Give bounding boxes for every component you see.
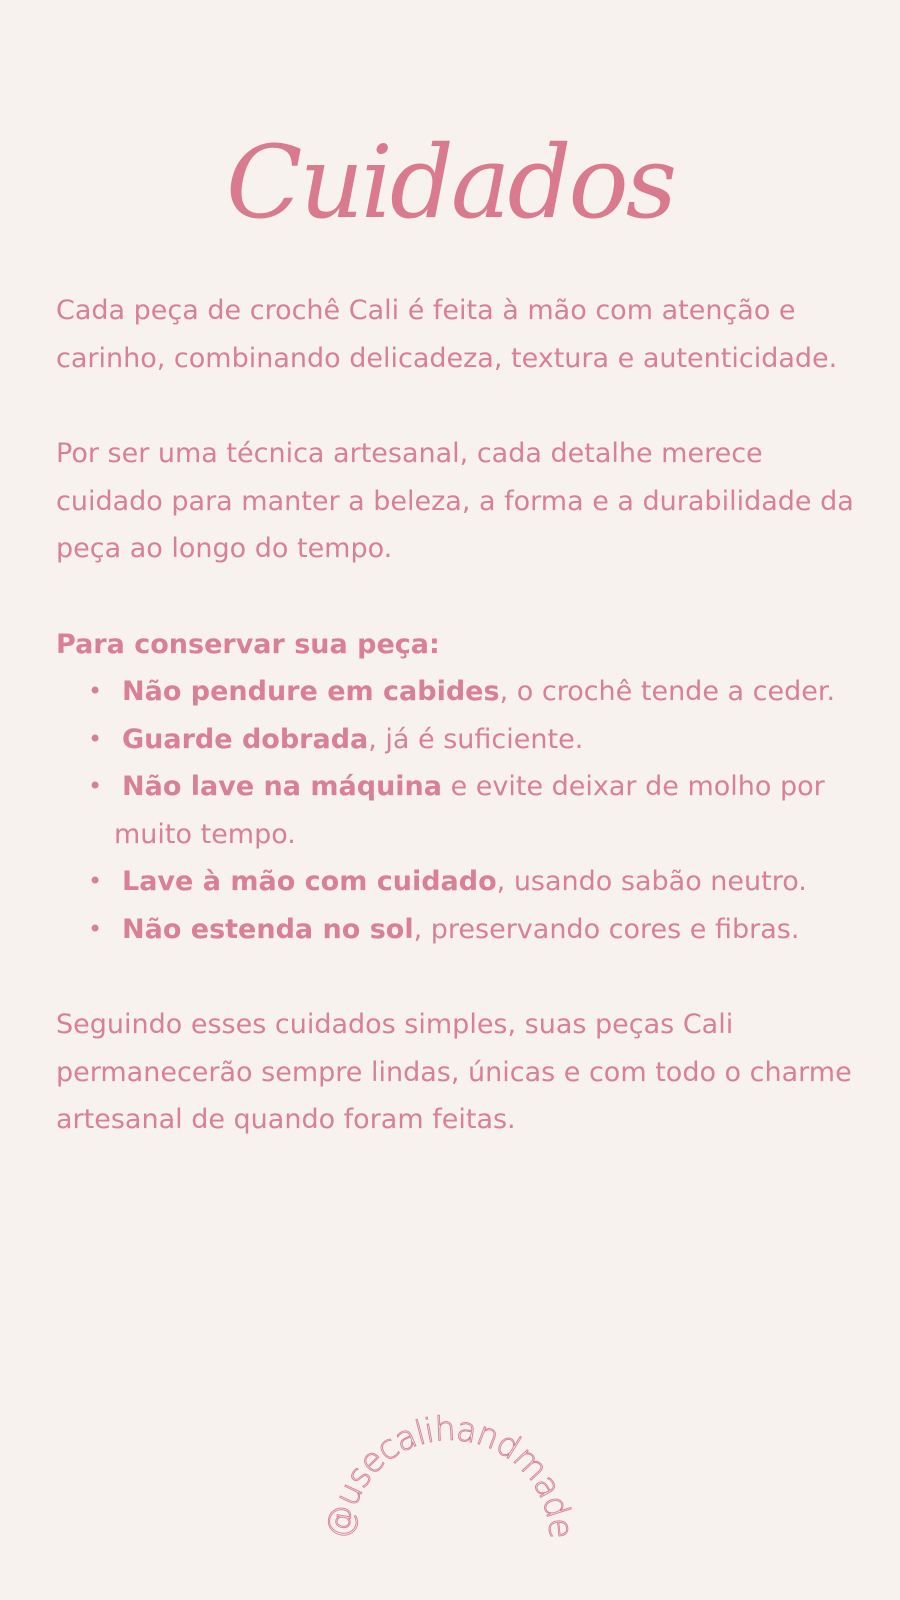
page-title: Cuidados [225,124,675,241]
care-tip-text: , usando sabão neutro. [496,866,807,897]
care-tip-text: e evite deixar de molho por muito tempo. [114,771,825,850]
care-tip-bold: Não pendure em cabides [122,676,500,707]
closing-paragraph: Seguindo esses cuidados simples, suas peças Cali permanecerão sempre lindas, únicas e com todo o charme artesanal de quando foram feitas. [56,1009,852,1135]
bullet-icon: • [88,772,103,800]
bullet-icon: • [88,867,103,895]
bullet-icon: • [88,724,103,753]
instagram-handle [318,1409,581,1542]
instagram-handle-text: @usecalihandmade [318,1408,582,1542]
list-item [56,906,856,954]
care-tip-text: , já é suficiente. [368,723,584,755]
list-item [56,716,856,764]
care-tip-text: , o crochê tende a ceder. [499,676,836,707]
bullet-icon: • [88,914,103,943]
list-item [56,858,856,906]
care-tip-bold: Lave à mão com cuidado [122,866,497,897]
intro-paragraph-2: Por ser uma técnica artesanal, cada detalhe merece cuidado para manter a beleza, a forma e a durabilidade da peça ao longo do tempo. [56,438,854,564]
list-item [56,668,856,716]
care-tip-bold: Não estenda no sol [122,913,414,945]
intro-paragraph-1: Cada peça de crochê Cali é feita à mão com atenção e carinho, combinando delicadeza, textura e autenticidade. [56,295,838,374]
care-list [56,668,856,953]
care-tip-bold: Guarde dobrada [122,723,369,755]
bullet-icon: • [88,677,103,705]
care-tip-bold: Não lave na máquina [122,771,442,802]
list-item [56,763,856,858]
spacer [56,953,856,1001]
care-heading: Para conservar sua peça: [56,628,440,660]
spacer [56,382,856,430]
content [56,287,856,1144]
instagram-handle-badge [320,1330,580,1550]
handle-arc [320,1330,580,1550]
spacer [56,573,856,621]
care-tip-text: , preservando cores e fibras. [413,913,800,945]
